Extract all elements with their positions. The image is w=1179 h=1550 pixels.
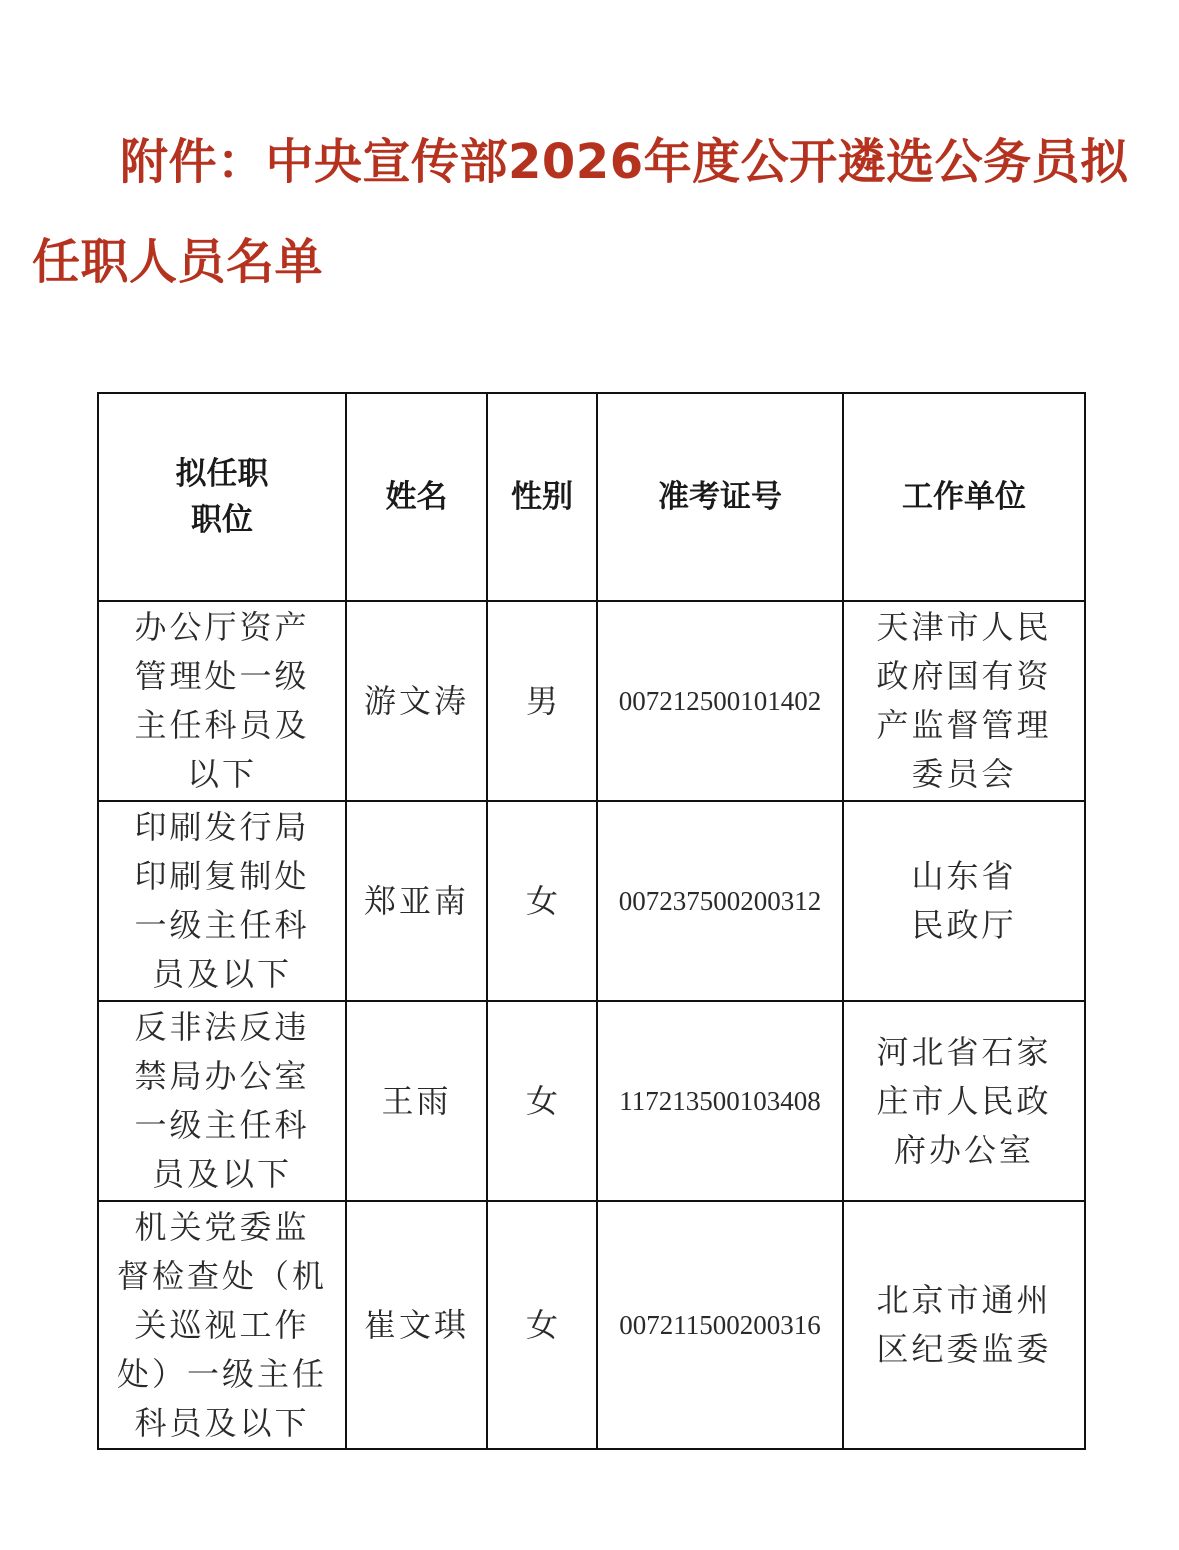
cell-ticket: 007237500200312 bbox=[597, 801, 843, 1001]
header-workplace: 工作单位 bbox=[843, 393, 1085, 601]
cell-name: 王雨 bbox=[346, 1001, 487, 1201]
cell-position: 机关党委监 督检查处（机 关巡视工作 处）一级主任 科员及以下 bbox=[98, 1201, 346, 1449]
table-row bbox=[98, 601, 1085, 801]
cell-position: 反非法反违 禁局办公室 一级主任科 员及以下 bbox=[98, 1001, 346, 1201]
cell-gender: 女 bbox=[487, 1201, 597, 1449]
table-row bbox=[98, 1001, 1085, 1201]
cell-workplace: 山东省 民政厅 bbox=[843, 801, 1085, 1001]
cell-ticket: 117213500103408 bbox=[597, 1001, 843, 1201]
cell-name: 游文涛 bbox=[346, 601, 487, 801]
document-title: 附件：中央宣传部2026年度公开遴选公务员拟任职人员名单 bbox=[32, 134, 1129, 290]
table-row bbox=[98, 801, 1085, 1001]
header-ticket: 准考证号 bbox=[597, 393, 843, 601]
cell-workplace: 天津市人民 政府国有资 产监督管理 委员会 bbox=[843, 601, 1085, 801]
cell-ticket: 007212500101402 bbox=[597, 601, 843, 801]
cell-name: 崔文琪 bbox=[346, 1201, 487, 1449]
header-position: 拟任职 职位 bbox=[98, 393, 346, 601]
cell-position: 办公厅资产 管理处一级 主任科员及 以下 bbox=[98, 601, 346, 801]
cell-gender: 女 bbox=[487, 801, 597, 1001]
cell-workplace: 北京市通州 区纪委监委 bbox=[843, 1201, 1085, 1449]
appointee-table bbox=[97, 392, 1086, 1450]
cell-ticket: 007211500200316 bbox=[597, 1201, 843, 1449]
header-gender: 性别 bbox=[487, 393, 597, 601]
cell-gender: 女 bbox=[487, 1001, 597, 1201]
table-row bbox=[98, 1201, 1085, 1449]
table-header-row bbox=[98, 393, 1085, 601]
cell-name: 郑亚南 bbox=[346, 801, 487, 1001]
header-name: 姓名 bbox=[346, 393, 487, 601]
cell-position: 印刷发行局 印刷复制处 一级主任科 员及以下 bbox=[98, 801, 346, 1001]
cell-workplace: 河北省石家 庄市人民政 府办公室 bbox=[843, 1001, 1085, 1201]
cell-gender: 男 bbox=[487, 601, 597, 801]
